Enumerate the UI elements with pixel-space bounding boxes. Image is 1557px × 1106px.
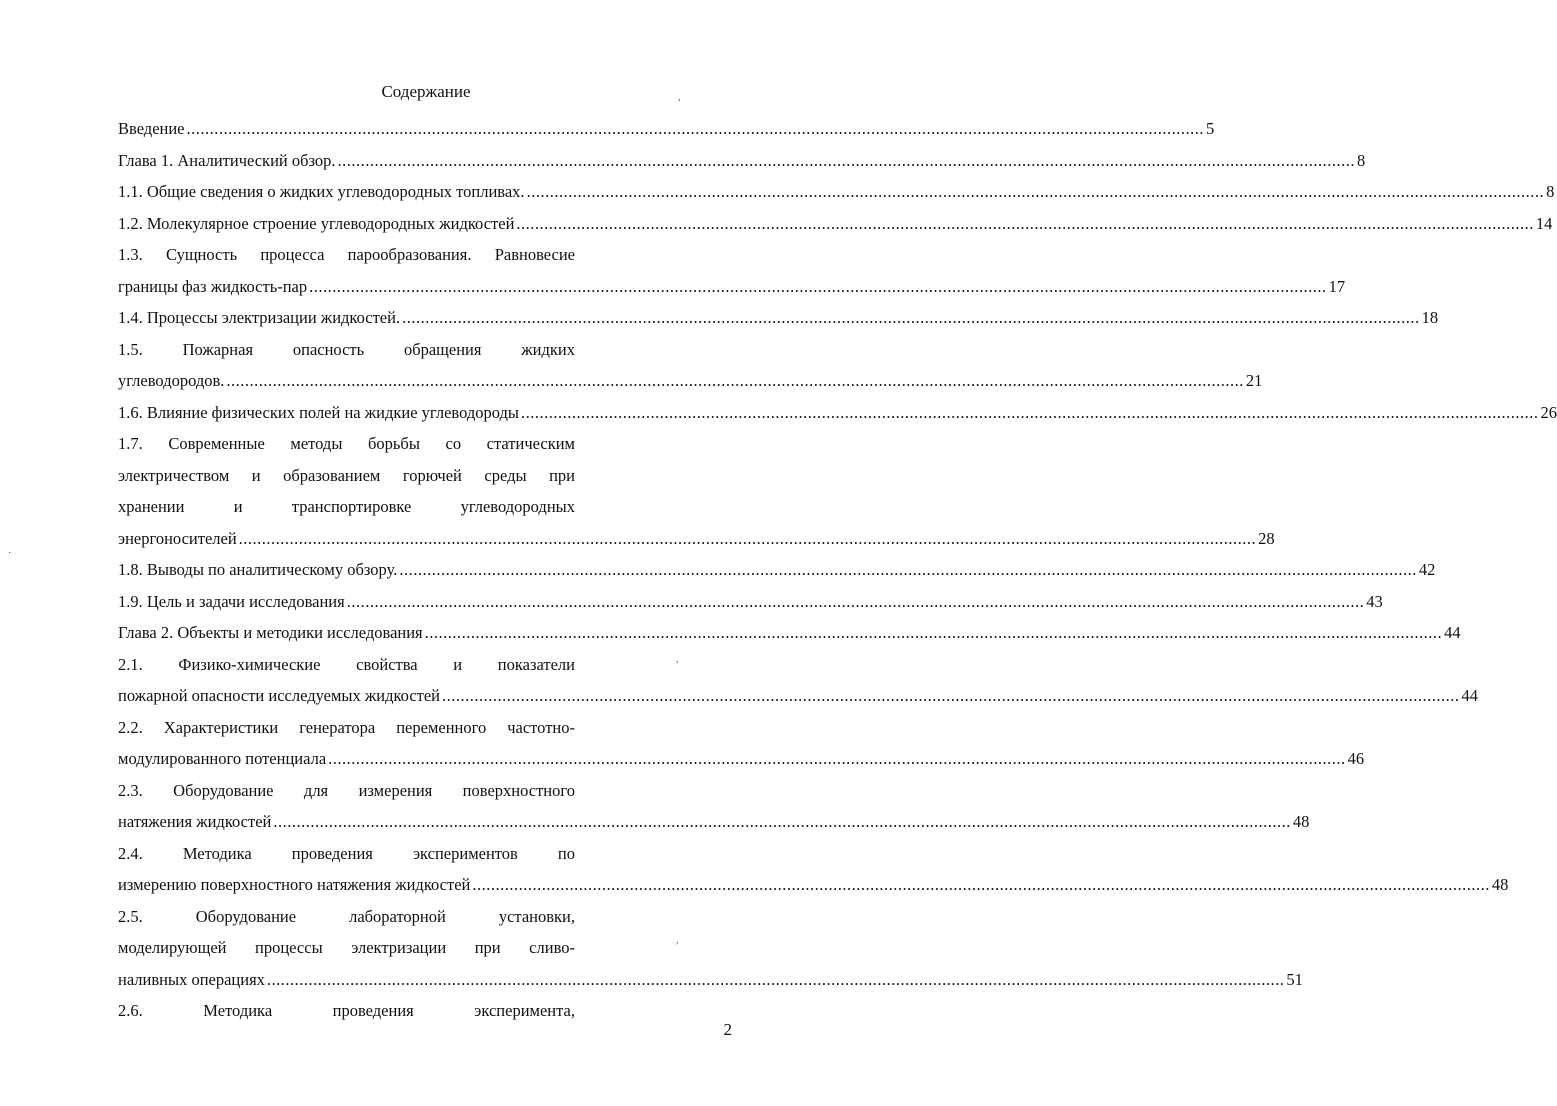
dot-leader: ............................................................................................................................................................................................................................	[472, 875, 1490, 894]
toc-entry-text: углеводородов.	[118, 371, 225, 390]
toc-entry-continued: 2.1. Физико-химические свойства и показатели	[118, 654, 575, 674]
toc-entry-text: 1.1. Общие сведения о жидких углеводородных топливах.	[118, 182, 525, 201]
scan-speck: ·	[8, 548, 12, 559]
toc-entry-page: 44	[1444, 623, 1461, 642]
dot-leader: ............................................................................................................................................................................................................................	[346, 591, 1365, 611]
toc-entry-page: 5	[1206, 119, 1215, 138]
toc-entry-text: Глава 1. Аналитический обзор.	[118, 150, 336, 170]
toc-entry-text: 1.4. Процессы электризации жидкостей.	[118, 308, 401, 327]
table-of-contents	[118, 113, 1557, 1027]
toc-entry-page: 48	[1491, 875, 1509, 894]
toc-entry-continued: 2.5. Оборудование лабораторной установки,	[118, 906, 575, 926]
dot-leader: ............................................................................................................................................................................................................................	[402, 308, 1420, 327]
toc-entry-page: 8	[1546, 182, 1555, 201]
dot-leader: ............................................................................................................................................................................................................................	[424, 623, 1443, 642]
toc-entry	[118, 145, 1366, 177]
toc-entry	[118, 554, 1436, 586]
toc-entry	[118, 743, 1365, 775]
toc-entry	[118, 869, 1509, 901]
toc-entry	[118, 806, 1310, 838]
toc-entry-continued: электричеством и образованием горючей среды при	[118, 465, 575, 485]
toc-entry-continued: 2.6. Методика проведения эксперимента,	[118, 1001, 575, 1020]
toc-entry	[118, 176, 1555, 208]
dot-leader: ............................................................................................................................................................................................................................	[526, 182, 1545, 201]
toc-entry-page: 48	[1292, 812, 1310, 831]
dot-leader: ............................................................................................................................................................................................................................	[442, 686, 1460, 705]
toc-entry-text: наливных операциях	[118, 969, 265, 989]
toc-entry-continued: 1.3. Сущность процесса парообразования. Равновесие	[118, 245, 575, 264]
page-number: 2	[723, 1020, 732, 1039]
toc-entry-text: 1.6. Влияние физических полей на жидкие углеводороды	[118, 402, 520, 422]
toc-entry	[118, 365, 1263, 397]
toc-entry	[118, 271, 1346, 303]
scan-speck: ,	[676, 935, 679, 946]
dot-leader: ............................................................................................................................................................................................................................	[521, 402, 1539, 422]
dot-leader: ............................................................................................................................................................................................................................	[273, 812, 1291, 831]
toc-entry-text: 1.8. Выводы по аналитическому обзору.	[118, 560, 398, 579]
toc-entry-text: энергоносителей	[118, 528, 237, 548]
toc-entry	[118, 523, 1275, 555]
toc-entry-text: 1.9. Цель и задачи исследования	[118, 591, 345, 611]
toc-entry-text: измерению поверхностного натяжения жидкостей	[118, 875, 471, 894]
toc-entry	[118, 113, 1215, 145]
toc-entry-continued: 1.5. Пожарная опасность обращения жидких	[118, 339, 575, 359]
dot-leader: ............................................................................................................................................................................................................................	[516, 213, 1534, 233]
dot-leader: ............................................................................................................................................................................................................................	[186, 119, 1205, 138]
dot-leader: ............................................................................................................................................................................................................................	[226, 371, 1244, 390]
toc-entry-continued: моделирующей процессы электризации при сливо-	[118, 938, 575, 957]
toc-entry-text: границы фаз жидкость-пар	[118, 276, 308, 296]
toc-entry-continued: 2.3. Оборудование для измерения поверхностного	[118, 780, 575, 800]
toc-entry	[118, 617, 1461, 649]
toc-entry-page: 42	[1418, 560, 1436, 579]
dot-leader: ............................................................................................................................................................................................................................	[309, 276, 1327, 296]
dot-leader: ............................................................................................................................................................................................................................	[266, 969, 1285, 989]
toc-entry-continued: 2.2. Характеристики генератора переменного частотно-	[118, 717, 575, 737]
toc-title: Содержание	[381, 82, 471, 101]
toc-entry-page: 51	[1286, 969, 1303, 989]
toc-entry-text: модулированного потенциала	[118, 749, 327, 768]
toc-entry-text: пожарной опасности исследуемых жидкостей	[118, 686, 441, 705]
dot-leader: ............................................................................................................................................................................................................................	[337, 150, 1356, 170]
toc-entry	[118, 208, 1553, 240]
scan-speck: ,	[676, 654, 679, 665]
toc-entry-page: 14	[1535, 213, 1553, 233]
toc-entry-page: 28	[1258, 528, 1275, 548]
toc-entry-continued: хранении и транспортировке углеводородных	[118, 497, 575, 516]
toc-entry-page: 26	[1540, 402, 1557, 422]
toc-entry-page: 17	[1328, 276, 1346, 296]
toc-entry-page: 21	[1245, 371, 1263, 390]
toc-entry	[118, 680, 1479, 712]
toc-entry-continued: 1.7. Современные методы борьбы со статическим	[118, 434, 575, 453]
dot-leader: ............................................................................................................................................................................................................................	[238, 528, 1257, 548]
toc-entry-page: 46	[1347, 749, 1365, 768]
scan-speck: ,	[678, 92, 681, 103]
toc-entry	[118, 964, 1303, 996]
toc-entry	[118, 302, 1439, 334]
toc-entry-text: Глава 2. Объекты и методики исследования	[118, 623, 423, 642]
dot-leader: ............................................................................................................................................................................................................................	[328, 749, 1346, 768]
dot-leader: ............................................................................................................................................................................................................................	[399, 560, 1417, 579]
toc-entry-page: 8	[1357, 150, 1366, 170]
toc-entry-text: натяжения жидкостей	[118, 812, 272, 831]
toc-entry-page: 18	[1421, 308, 1439, 327]
toc-entry-page: 44	[1461, 686, 1479, 705]
toc-entry-text: 1.2. Молекулярное строение углеводородных жидкостей	[118, 213, 515, 233]
toc-entry-page: 43	[1366, 591, 1383, 611]
toc-entry-continued: 2.4. Методика проведения экспериментов по	[118, 843, 575, 863]
toc-entry	[118, 586, 1383, 618]
toc-entry-text: Введение	[118, 119, 185, 138]
toc-entry	[118, 397, 1557, 429]
